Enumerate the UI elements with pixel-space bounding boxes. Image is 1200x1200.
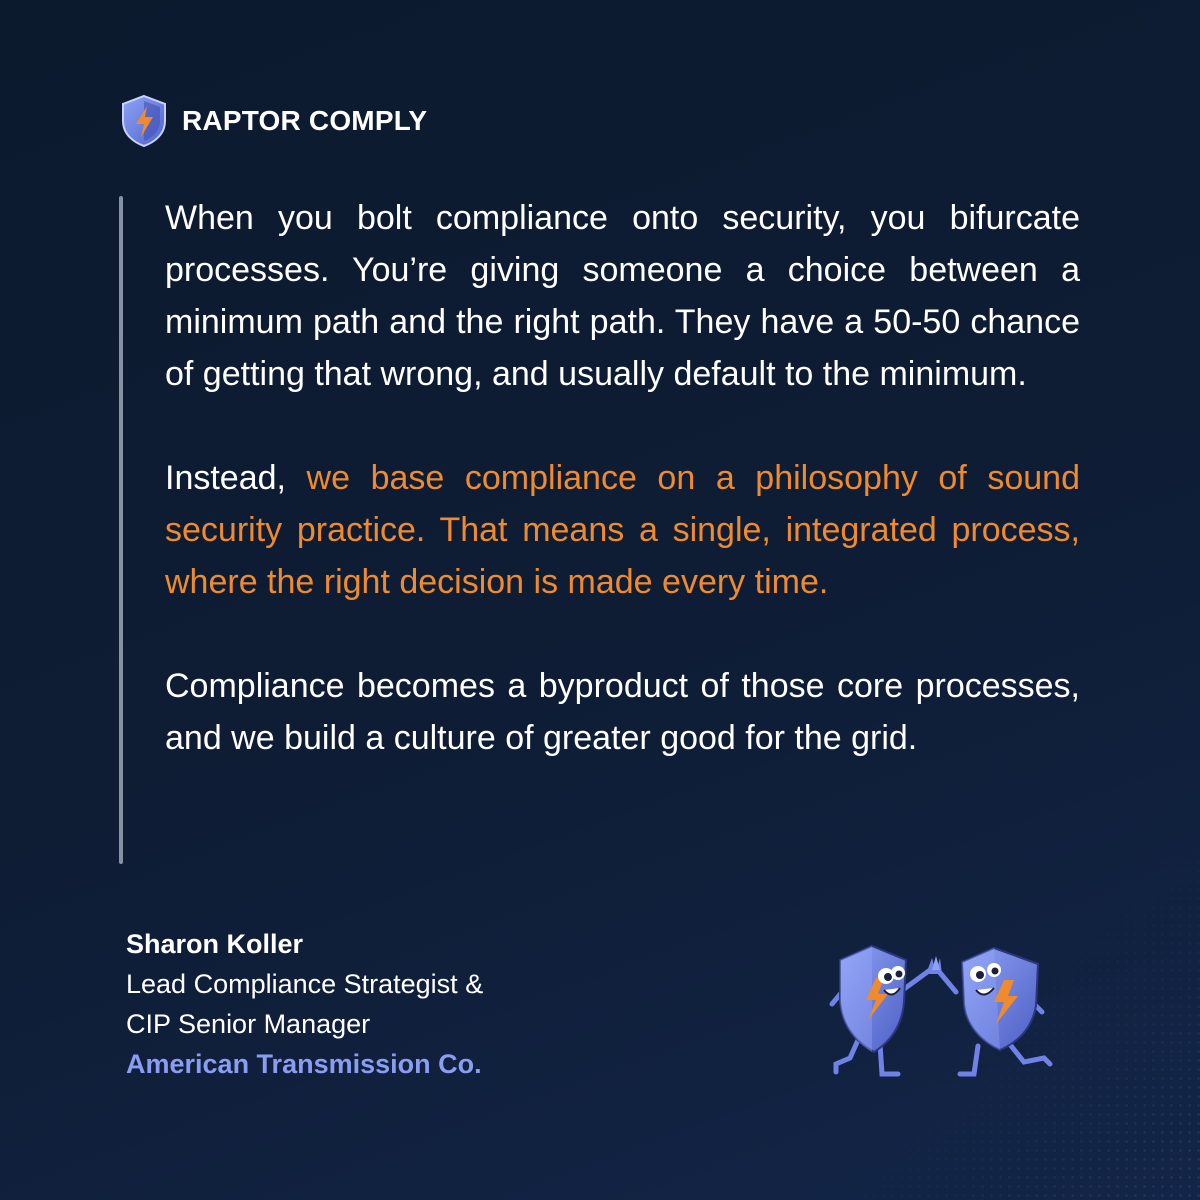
quote-paragraph-2 — [165, 452, 1080, 608]
author-name: Sharon Koller — [126, 929, 304, 959]
author-company: American Transmission Co. — [126, 1049, 482, 1079]
quote-lead: Instead, — [165, 459, 307, 497]
shield-lightning-icon — [120, 94, 168, 148]
quote-paragraph-1: When you bolt compliance onto security, you bifurcate processes. You’re giving someone a choice between a minimum path and the right path. They have a 50-50 chance of getting that wrong, and usually default to the minimum. — [165, 199, 1080, 393]
quote-bar — [119, 196, 123, 864]
high-five-shield-mascots-icon — [828, 940, 1068, 1085]
brand-name: RAPTOR COMPLY — [182, 105, 428, 136]
quote-highlight: we base compliance on a philosophy of sound security practice. That means a single, integrated process, where the right decision is made every time. — [165, 459, 1080, 601]
quote-paragraph-3: Compliance becomes a byproduct of those core processes, and we build a culture of greater good for the grid. — [165, 667, 1080, 757]
author-title-line-2: CIP Senior Manager — [126, 1009, 371, 1039]
brand — [120, 94, 427, 148]
author-block — [126, 924, 483, 1084]
quote — [165, 192, 1080, 764]
author-title-line-1: Lead Compliance Strategist & — [126, 969, 484, 999]
